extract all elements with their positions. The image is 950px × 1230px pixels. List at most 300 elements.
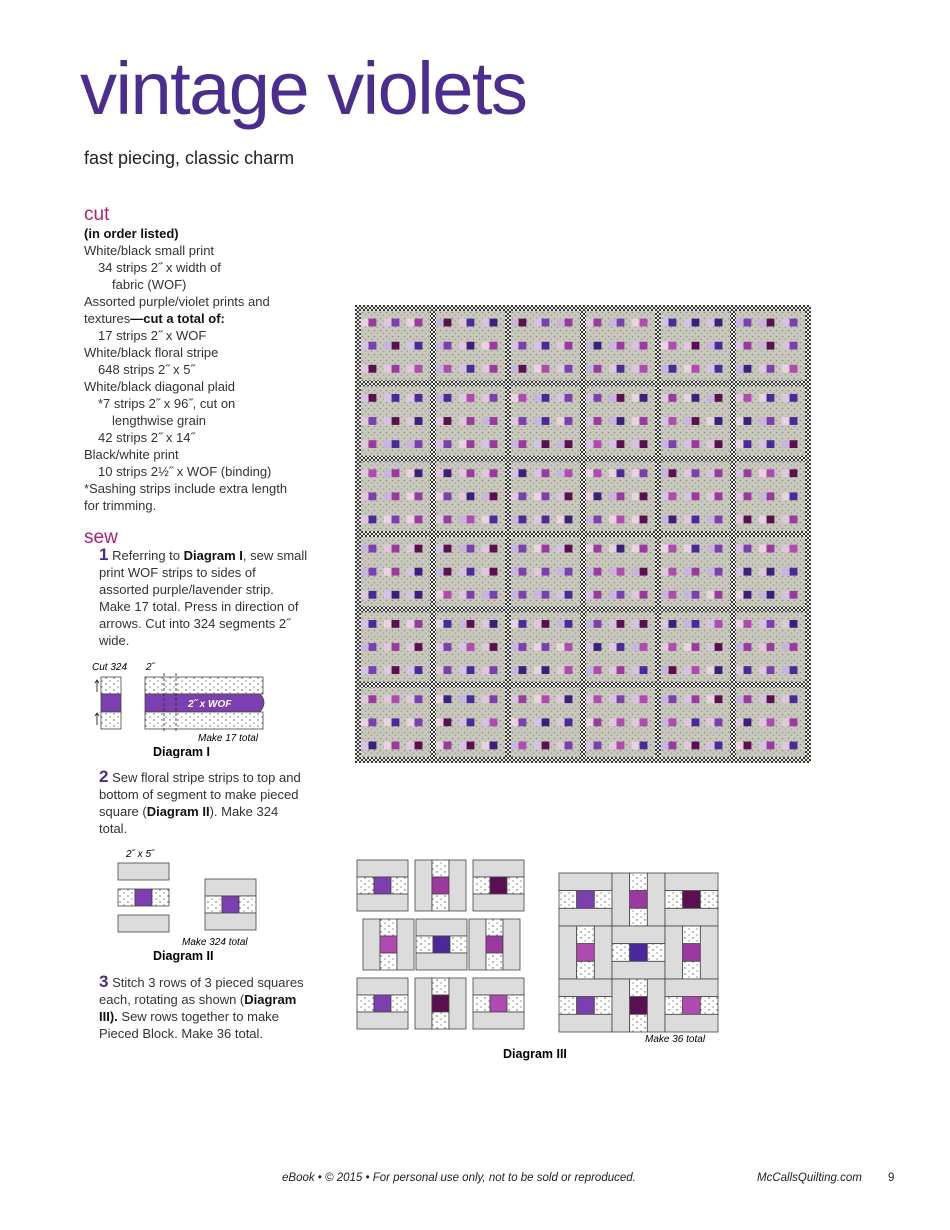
quilt-purple-square <box>767 492 775 500</box>
quilt-purple-square <box>617 394 625 402</box>
pieced-square <box>559 873 612 926</box>
quilt-purple-square <box>594 365 602 373</box>
quilt-purple-square <box>744 394 752 402</box>
quilt-purple-square <box>617 319 625 327</box>
quilt-purple-square <box>790 568 798 576</box>
quilt-light-square <box>407 342 414 350</box>
quilt-purple-square <box>617 718 625 726</box>
quilt-purple-square <box>369 742 377 750</box>
quilt-purple-square <box>617 742 625 750</box>
diagram-label: Diagram II <box>153 949 214 963</box>
quilt-purple-square <box>467 742 475 750</box>
print-square <box>432 894 449 911</box>
cut-line <box>84 310 314 327</box>
quilt-purple-square <box>565 643 573 651</box>
quilt-light-square <box>586 365 593 373</box>
quilt-purple-square <box>617 492 625 500</box>
sashing-strip <box>357 978 408 995</box>
quilt-light-square <box>407 394 414 402</box>
quilt-light-square <box>736 394 743 402</box>
quilt-light-square <box>482 695 489 703</box>
quilt-purple-square <box>444 492 452 500</box>
quilt-light-square <box>436 643 443 651</box>
quilt-light-square <box>407 365 414 373</box>
quilt-light-square <box>632 516 639 524</box>
quilt-purple-square <box>617 591 625 599</box>
quilt-purple-square <box>444 568 452 576</box>
quilt-light-square <box>407 620 414 628</box>
quilt-light-square <box>557 492 564 500</box>
quilt-light-square <box>407 666 414 674</box>
step-number: 1 <box>99 545 109 564</box>
page-title: vintage violets <box>80 47 527 130</box>
quilt-light-square <box>759 440 766 448</box>
strip-top <box>145 677 263 694</box>
quilt-purple-square <box>715 643 723 651</box>
quilt-purple-square <box>715 666 723 674</box>
quilt-light-square <box>511 342 518 350</box>
print-square <box>647 944 665 962</box>
quilt-light-square <box>407 469 414 477</box>
quilt-purple-square <box>444 440 452 448</box>
quilt-purple-square <box>617 666 625 674</box>
print-square <box>152 889 169 906</box>
quilt-purple-square <box>767 568 775 576</box>
quilt-purple-square <box>790 545 798 553</box>
quilt-purple-square <box>744 695 752 703</box>
step-text: Sew rows together to make Pieced Block. Make 36 total. <box>99 1009 279 1041</box>
quilt-light-square <box>459 695 466 703</box>
quilt-purple-square <box>692 666 700 674</box>
quilt-light-square <box>557 742 564 750</box>
quilt-purple-square <box>744 545 752 553</box>
quilt-light-square <box>586 516 593 524</box>
sashing-strip <box>397 919 414 970</box>
quilt-purple-square <box>467 394 475 402</box>
quilt-purple-square <box>640 342 648 350</box>
quilt-purple-square <box>744 342 752 350</box>
width-label: 2˝ <box>146 662 155 673</box>
quilt-light-square <box>586 718 593 726</box>
quilt-light-square <box>632 718 639 726</box>
quilt-light-square <box>736 365 743 373</box>
quilt-purple-square <box>744 417 752 425</box>
quilt-light-square <box>609 568 616 576</box>
quilt-light-square <box>759 666 766 674</box>
print-square <box>391 995 408 1012</box>
sashing-strip <box>612 961 665 979</box>
quilt-purple-square <box>565 492 573 500</box>
quilt-light-square <box>684 718 691 726</box>
pieced-square <box>612 926 665 979</box>
purple-square <box>222 896 239 913</box>
quilt-purple-square <box>490 319 498 327</box>
quilt-light-square <box>557 394 564 402</box>
purple-square <box>683 944 701 962</box>
cut-line: for trimming. <box>84 498 157 513</box>
quilt-purple-square <box>594 591 602 599</box>
quilt-light-square <box>459 591 466 599</box>
quilt-light-square <box>661 319 668 327</box>
quilt-light-square <box>782 342 789 350</box>
quilt-light-square <box>436 545 443 553</box>
quilt-light-square <box>632 440 639 448</box>
cut-subheading: (in order listed) <box>84 226 179 241</box>
print-square <box>416 936 433 953</box>
quilt-light-square <box>684 469 691 477</box>
quilt-purple-square <box>444 342 452 350</box>
quilt-purple-square <box>542 394 550 402</box>
quilt-light-square <box>384 492 391 500</box>
quilt-purple-square <box>467 469 475 477</box>
quilt-light-square <box>661 516 668 524</box>
quilt-light-square <box>436 666 443 674</box>
sashing-strip <box>357 1012 408 1029</box>
quilt-purple-square <box>767 643 775 651</box>
quilt-purple-square <box>542 440 550 448</box>
purple-square <box>490 877 507 894</box>
quilt-light-square <box>482 417 489 425</box>
quilt-purple-square <box>594 545 602 553</box>
print-square <box>700 891 718 909</box>
print-square <box>594 891 612 909</box>
quilt-light-square <box>557 718 564 726</box>
quilt-purple-square <box>519 440 527 448</box>
quilt-purple-square <box>392 342 400 350</box>
quilt-light-square <box>782 742 789 750</box>
quilt-light-square <box>534 492 541 500</box>
step-text: , sew small print WOF strips to sides of assorted purple/lavender strip. Make 17 total. Press in direction of arrows. Cut into 324 segments 2˝ wide. <box>99 548 308 648</box>
quilt-purple-square <box>519 666 527 674</box>
quilt-purple-square <box>790 695 798 703</box>
quilt-purple-square <box>640 643 648 651</box>
quilt-purple-square <box>490 666 498 674</box>
quilt-purple-square <box>669 440 677 448</box>
cut-line: lengthwise grain <box>112 413 206 428</box>
quilt-light-square <box>384 666 391 674</box>
cut-line: Black/white print <box>84 447 179 462</box>
quilt-light-square <box>384 469 391 477</box>
quilt-purple-square <box>444 365 452 373</box>
quilt-purple-square <box>415 365 423 373</box>
print-square <box>380 919 397 936</box>
quilt-light-square <box>407 643 414 651</box>
print-square <box>559 997 577 1015</box>
quilt-light-square <box>384 545 391 553</box>
sew-heading: sew <box>84 527 118 548</box>
quilt-light-square <box>609 342 616 350</box>
quilt-purple-square <box>767 742 775 750</box>
quilt-light-square <box>482 492 489 500</box>
quilt-purple-square <box>444 469 452 477</box>
quilt-purple-square <box>392 545 400 553</box>
footer-copyright: eBook • © 2015 • For personal use only, not to be sold or reproduced. <box>282 1172 636 1184</box>
sashing-strip <box>416 953 467 970</box>
quilt-purple-square <box>565 666 573 674</box>
quilt-purple-square <box>744 620 752 628</box>
quilt-purple-square <box>415 545 423 553</box>
quilt-purple-square <box>415 417 423 425</box>
quilt-purple-square <box>542 365 550 373</box>
sashing-strip <box>665 873 718 891</box>
quilt-purple-square <box>490 365 498 373</box>
quilt-light-square <box>782 620 789 628</box>
pieced-square <box>415 860 466 911</box>
quilt-purple-square <box>594 718 602 726</box>
quilt-purple-square <box>565 469 573 477</box>
quilt-light-square <box>436 568 443 576</box>
print-square <box>118 889 135 906</box>
purple-square <box>630 891 648 909</box>
quilt-purple-square <box>392 718 400 726</box>
quilt-light-square <box>736 516 743 524</box>
purple-square <box>577 891 595 909</box>
quilt-light-square <box>609 695 616 703</box>
print-square <box>486 919 503 936</box>
quilt-purple-square <box>715 440 723 448</box>
quilt-light-square <box>436 319 443 327</box>
quilt-purple-square <box>392 742 400 750</box>
quilt-light-square <box>782 394 789 402</box>
quilt-purple-square <box>490 342 498 350</box>
quilt-light-square <box>557 695 564 703</box>
quilt-purple-square <box>519 365 527 373</box>
pieced-square <box>612 873 665 926</box>
quilt-light-square <box>459 666 466 674</box>
quilt-purple-square <box>617 342 625 350</box>
quilt-light-square <box>459 643 466 651</box>
quilt-light-square <box>534 319 541 327</box>
quilt-purple-square <box>744 365 752 373</box>
quilt-purple-square <box>594 568 602 576</box>
quilt-light-square <box>759 591 766 599</box>
quilt-light-square <box>482 718 489 726</box>
quilt-light-square <box>361 319 368 327</box>
quilt-purple-square <box>594 695 602 703</box>
quilt-light-square <box>684 568 691 576</box>
quilt-light-square <box>736 342 743 350</box>
quilt-purple-square <box>519 319 527 327</box>
quilt-light-square <box>736 666 743 674</box>
quilt-purple-square <box>542 591 550 599</box>
quilt-purple-square <box>542 516 550 524</box>
quilt-light-square <box>407 742 414 750</box>
quilt-light-square <box>407 516 414 524</box>
sashing-strip <box>665 926 683 979</box>
print-square <box>630 908 648 926</box>
purple-square <box>683 997 701 1015</box>
print-square <box>432 978 449 995</box>
quilt-light-square <box>407 545 414 553</box>
quilt-light-square <box>759 492 766 500</box>
quilt-light-square <box>609 469 616 477</box>
quilt-light-square <box>511 394 518 402</box>
quilt-light-square <box>407 319 414 327</box>
print-square <box>357 877 374 894</box>
sashing-strip <box>559 1014 612 1032</box>
quilt-light-square <box>511 620 518 628</box>
quilt-light-square <box>436 591 443 599</box>
quilt-purple-square <box>594 516 602 524</box>
quilt-purple-square <box>692 545 700 553</box>
quilt-light-square <box>661 718 668 726</box>
quilt-purple-square <box>369 394 377 402</box>
sashing-strip <box>363 919 380 970</box>
strip-label: 2˝ x WOF <box>188 699 232 710</box>
quilt-light-square <box>511 365 518 373</box>
quilt-purple-square <box>715 365 723 373</box>
quilt-light-square <box>534 620 541 628</box>
quilt-light-square <box>782 666 789 674</box>
quilt-purple-square <box>467 342 475 350</box>
quilt-light-square <box>361 695 368 703</box>
quilt-light-square <box>361 742 368 750</box>
quilt-light-square <box>557 591 564 599</box>
print-square <box>205 896 222 913</box>
quilt-light-square <box>534 417 541 425</box>
quilt-light-square <box>707 469 714 477</box>
quilt-light-square <box>557 545 564 553</box>
print-square <box>473 877 490 894</box>
quilt-purple-square <box>542 319 550 327</box>
pieced-square <box>363 919 414 970</box>
cut-line: 10 strips 2½˝ x WOF (binding) <box>98 464 272 479</box>
quilt-light-square <box>459 516 466 524</box>
quilt-light-square <box>736 545 743 553</box>
print-square <box>239 896 256 913</box>
quilt-light-square <box>661 417 668 425</box>
purple-square <box>433 936 450 953</box>
cut-line: 42 strips 2˝ x 14˝ <box>98 430 195 445</box>
quilt-purple-square <box>415 718 423 726</box>
quilt-purple-square <box>669 620 677 628</box>
quilt-purple-square <box>392 666 400 674</box>
cut-line: Assorted purple/violet prints and <box>84 294 270 309</box>
quilt-purple-square <box>369 620 377 628</box>
quilt-purple-square <box>490 440 498 448</box>
quilt-light-square <box>684 620 691 628</box>
quilt-purple-square <box>617 620 625 628</box>
quilt-light-square <box>436 492 443 500</box>
quilt-purple-square <box>415 319 423 327</box>
quilt-purple-square <box>594 469 602 477</box>
quilt-purple-square <box>669 319 677 327</box>
quilt-light-square <box>459 545 466 553</box>
quilt-light-square <box>361 545 368 553</box>
print-square <box>630 873 648 891</box>
quilt-light-square <box>361 365 368 373</box>
quilt-purple-square <box>692 620 700 628</box>
quilt-light-square <box>586 342 593 350</box>
quilt-purple-square <box>392 319 400 327</box>
cut-count-label: Cut 324 <box>92 662 128 673</box>
quilt-purple-square <box>715 342 723 350</box>
pieced-square <box>665 926 718 979</box>
quilt-light-square <box>759 417 766 425</box>
quilt-light-square <box>459 365 466 373</box>
step-number: 2 <box>99 767 109 786</box>
quilt-light-square <box>436 516 443 524</box>
quilt-light-square <box>759 469 766 477</box>
quilt-purple-square <box>542 718 550 726</box>
quilt-light-square <box>436 365 443 373</box>
quilt-purple-square <box>565 742 573 750</box>
quilt-purple-square <box>767 365 775 373</box>
quilt-light-square <box>609 545 616 553</box>
quilt-purple-square <box>415 742 423 750</box>
quilt-light-square <box>684 643 691 651</box>
quilt-purple-square <box>617 469 625 477</box>
quilt-purple-square <box>519 742 527 750</box>
quilt-light-square <box>707 545 714 553</box>
quilt-light-square <box>384 440 391 448</box>
quilt-light-square <box>586 620 593 628</box>
quilt-purple-square <box>415 394 423 402</box>
quilt-purple-square <box>369 643 377 651</box>
quilt-light-square <box>707 643 714 651</box>
quilt-light-square <box>511 568 518 576</box>
quilt-light-square <box>482 591 489 599</box>
quilt-purple-square <box>490 718 498 726</box>
quilt-light-square <box>436 417 443 425</box>
quilt-light-square <box>482 568 489 576</box>
quilt-purple-square <box>519 568 527 576</box>
quilt-light-square <box>632 643 639 651</box>
quilt-purple-square <box>490 695 498 703</box>
purple-square <box>432 877 449 894</box>
quilt-light-square <box>661 666 668 674</box>
purple-square <box>490 995 507 1012</box>
quilt-light-square <box>782 440 789 448</box>
quilt-light-square <box>632 742 639 750</box>
print-square <box>577 961 595 979</box>
quilt-light-square <box>782 469 789 477</box>
quilt-purple-square <box>715 319 723 327</box>
quilt-purple-square <box>369 695 377 703</box>
quilt-light-square <box>459 742 466 750</box>
quilt-light-square <box>361 342 368 350</box>
quilt-light-square <box>782 718 789 726</box>
press-arrow <box>95 680 99 692</box>
quilt-purple-square <box>415 620 423 628</box>
quilt-light-square <box>557 365 564 373</box>
quilt-purple-square <box>542 342 550 350</box>
quilt-purple-square <box>640 591 648 599</box>
quilt-light-square <box>361 591 368 599</box>
purple-square <box>432 995 449 1012</box>
quilt-light-square <box>511 591 518 599</box>
print-square <box>432 860 449 877</box>
quilt-purple-square <box>790 643 798 651</box>
quilt-purple-square <box>565 394 573 402</box>
quilt-light-square <box>459 417 466 425</box>
quilt-light-square <box>511 742 518 750</box>
quilt-light-square <box>482 742 489 750</box>
quilt-light-square <box>684 417 691 425</box>
quilt-purple-square <box>790 492 798 500</box>
quilt-purple-square <box>467 492 475 500</box>
quilt-light-square <box>534 394 541 402</box>
quilt-light-square <box>459 469 466 477</box>
quilt-light-square <box>661 568 668 576</box>
quilt-purple-square <box>369 417 377 425</box>
quilt-light-square <box>632 591 639 599</box>
quilt-purple-square <box>542 643 550 651</box>
quilt-light-square <box>759 394 766 402</box>
quilt-light-square <box>534 469 541 477</box>
diagram-reference: Diagram I <box>183 548 243 563</box>
quilt-light-square <box>511 545 518 553</box>
